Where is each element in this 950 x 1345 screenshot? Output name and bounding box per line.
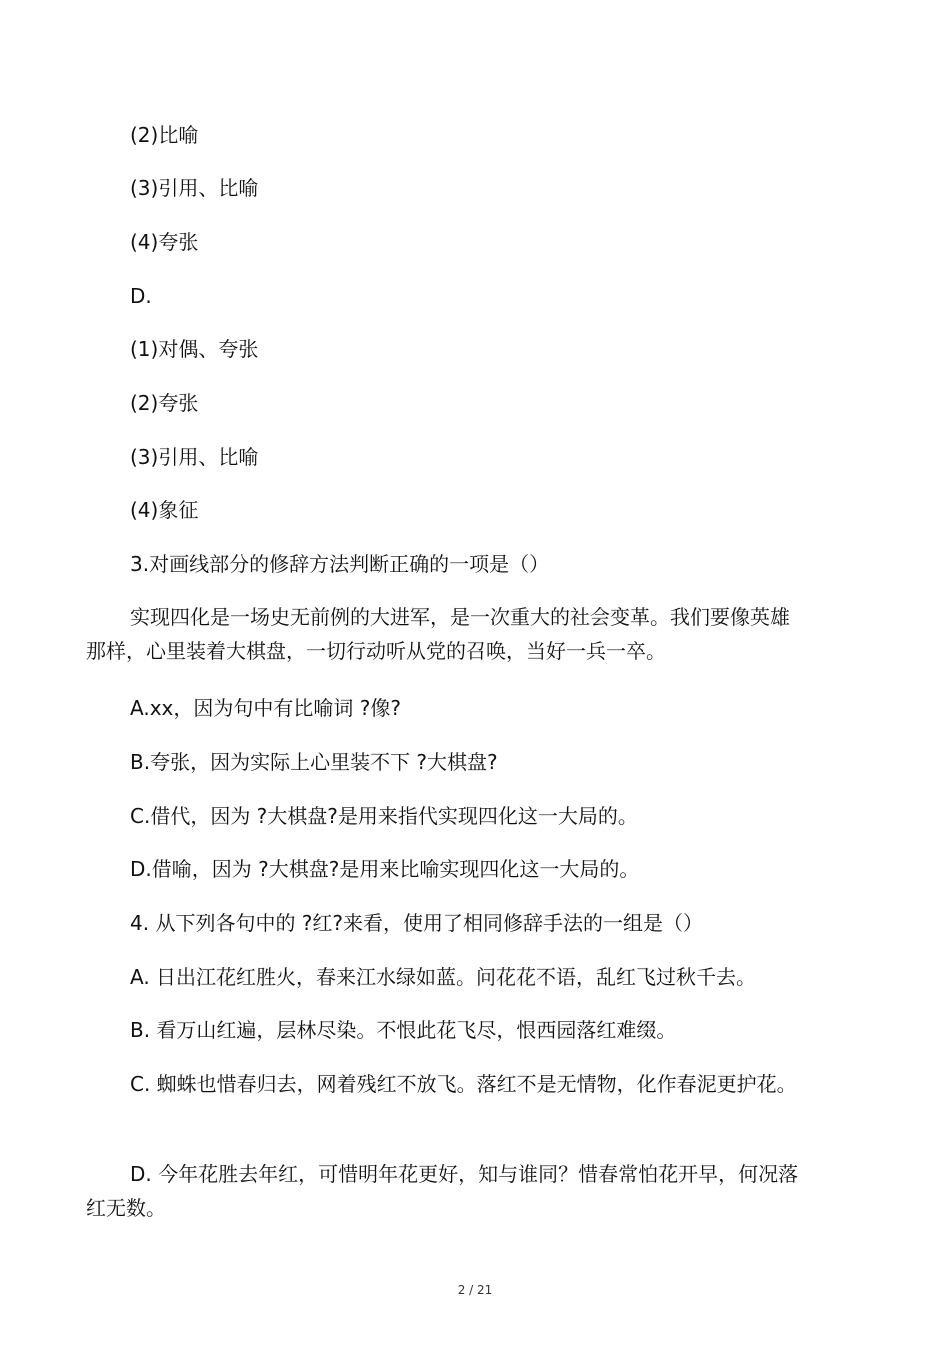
page-number: 2 / 21 bbox=[457, 1283, 493, 1297]
option-line: (4)夸张 bbox=[130, 230, 199, 254]
q4-option-b: B. 看万山红遍，层林尽染。不恨此花飞尽，恨西园落红难缀。 bbox=[130, 1018, 677, 1042]
option-line: (4)象征 bbox=[130, 498, 199, 522]
q3-option-d: D.借喻，因为 ?大棋盘?是用来比喻实现四化这一大局的。 bbox=[130, 857, 640, 881]
question-3-stem: 3.对画线部分的修辞方法判断正确的一项是（） bbox=[130, 552, 550, 576]
q4-option-d: D. 今年花胜去年红，可惜明年花更好，知与谁同？惜春常怕花开早，何况落红无数。 bbox=[86, 1162, 799, 1220]
option-line: (2)夸张 bbox=[130, 391, 199, 415]
question-4-stem: 4. 从下列各句中的 ?红?来看，使用了相同修辞手法的一组是（） bbox=[130, 911, 704, 935]
q3-option-a: A.xx，因为句中有比喻词 ?像? bbox=[130, 696, 401, 720]
option-line: (3)引用、比喻 bbox=[130, 176, 259, 200]
passage-paragraph: 实现四化是一场史无前例的大进军，是一次重大的社会变革。我们要像英雄那样，心里装着大棋盘，一切行动听从党的召唤，当好一兵一卒。 bbox=[86, 605, 790, 663]
q3-option-b: B.夸张，因为实际上心里装不下 ?大棋盘? bbox=[130, 750, 498, 774]
q4-option-a: A. 日出江花红胜火，春来江水绿如蓝。问花花不语，乱红飞过秋千去。 bbox=[130, 965, 757, 989]
option-label: D. bbox=[130, 284, 152, 308]
option-line: (3)引用、比喻 bbox=[130, 445, 259, 469]
q3-option-c: C.借代，因为 ?大棋盘?是用来指代实现四化这一大局的。 bbox=[130, 804, 638, 828]
option-line: (1)对偶、夸张 bbox=[130, 337, 259, 361]
q4-option-c: C. 蜘蛛也惜春归去，网着残红不放飞。落红不是无情物，化作春泥更护花。 bbox=[130, 1072, 797, 1096]
option-line: (2)比喻 bbox=[130, 123, 199, 147]
